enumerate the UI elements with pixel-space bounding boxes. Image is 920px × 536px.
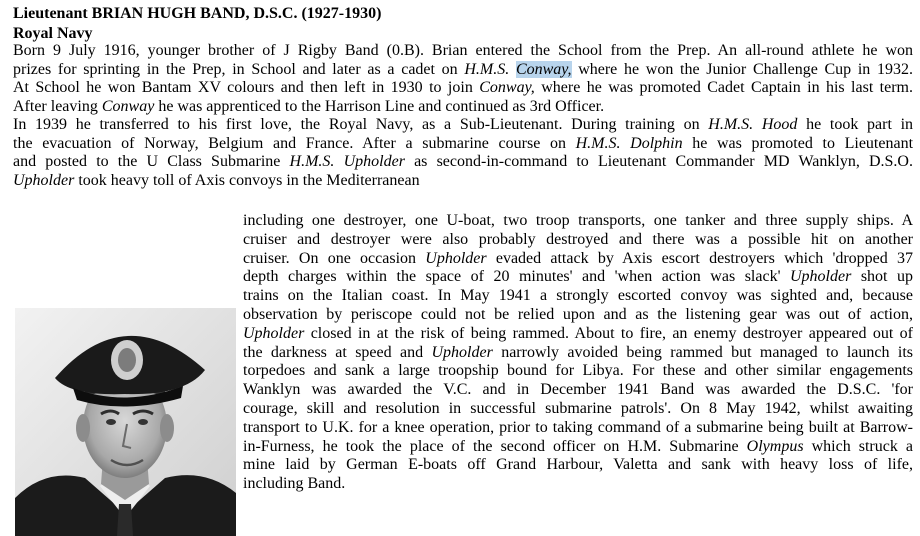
text-line — [243, 419, 913, 438]
text-line — [13, 61, 913, 80]
text-line — [243, 456, 913, 475]
text-line — [243, 250, 913, 269]
text-line — [13, 42, 913, 61]
text-run: Wanklyn was awarded the V.C. and in December 1941 Band was awarded the D.S.C. 'for — [243, 381, 913, 399]
text-line — [243, 344, 913, 363]
text-run — [509, 61, 516, 78]
text-run: in-Furness, he took the place of the second officer on H.M. Submarine — [243, 437, 747, 455]
ship-name: H.M.S. — [464, 60, 510, 78]
text-run: torpedoes and sank a large troopship bound for Libya. For these and other similar engagements — [243, 362, 913, 380]
text-run: he was apprenticed to the Harrison Line and continued as 3rd Officer. — [154, 97, 605, 115]
text-run: At School he won Bantam XV colours and then left in 1930 to join — [13, 79, 480, 96]
text-line — [243, 306, 913, 325]
text-line — [243, 438, 913, 457]
text-run: prizes for sprinting in the Prep, in School and later as a cadet on — [13, 60, 465, 78]
ship-name: H.M.S. Hood — [708, 116, 798, 133]
ship-name: Conway, — [515, 60, 572, 78]
text-line — [13, 135, 913, 154]
text-line — [243, 231, 913, 250]
text-line — [243, 268, 913, 287]
text-run: Born 9 July 1916, younger brother of J Rigby Band (0.B). Brian entered the School from the Prep. An all-round athlete he won — [13, 42, 913, 59]
page-title: Lieutenant BRIAN HUGH BAND, D.S.C. (1927-1930) — [13, 5, 382, 22]
text-run: where he was promoted Cadet Captain in his last term. — [534, 79, 913, 96]
text-run: closed in at the risk of being rammed. About to fire, an enemy destroyer appeared out of — [304, 324, 913, 342]
ship-name: Upholder — [789, 268, 852, 286]
text-run: observation by periscope could not be relied upon and as the listening gear was out of action, — [243, 305, 913, 323]
text-run: shot up — [851, 268, 914, 286]
text-line — [243, 287, 913, 306]
text-run: In 1939 he transferred to his first love, the Royal Navy, as a Sub-Lieutenant. During training on — [13, 116, 709, 133]
ship-name: Upholder — [243, 324, 305, 342]
text-run: courage, skill and resolution in successful submarine patrols'. On 8 May 1942, whilst awaiting — [243, 399, 913, 417]
text-line — [13, 116, 913, 135]
text-run: he was promoted to Lieutenant — [682, 134, 914, 152]
ship-name: Conway — [101, 97, 155, 115]
text-line — [13, 153, 913, 172]
service-subtitle: Royal Navy — [13, 25, 93, 42]
text-run: After leaving — [13, 97, 102, 115]
text-run: including one destroyer, one U-boat, two troop transports, one tanker and three supply ships. A — [243, 212, 913, 229]
ship-name: Upholder — [431, 343, 493, 361]
text-run: evaded attack by Axis escort destroyers which 'dropped 37 — [486, 249, 914, 267]
text-run: and posted to the U Class Submarine — [13, 153, 290, 170]
text-line — [13, 98, 913, 117]
text-run: the darkness at speed and — [243, 343, 432, 361]
text-run: took heavy toll of Axis convoys in the Mediterranean — [74, 171, 420, 189]
text-run: mine laid by German E-boats off Grand Harbour, Valetta and sank with heavy loss of life, — [243, 456, 913, 474]
text-run: trains on the Italian coast. In May 1941 a strongly escorted convoy was sighted and, because — [243, 287, 913, 305]
ship-name: Upholder — [425, 249, 487, 267]
officer-portrait-image — [15, 308, 236, 536]
text-line — [13, 172, 913, 191]
ship-name: H.M.S. Dolphin — [575, 134, 683, 152]
text-run: as second-in-command to Lieutenant Commander MD Wanklyn, D.S.O. — [404, 153, 913, 170]
text-line — [243, 381, 913, 400]
ship-name: Conway, — [479, 79, 535, 96]
text-line — [243, 400, 913, 419]
ship-name: H.M.S. Upholder — [289, 153, 405, 170]
text-run: transport to U.K. for a knee operation, prior to taking command of a submarine being built at Barrow- — [243, 418, 913, 436]
intro-paragraphs — [13, 42, 913, 190]
text-run: narrowly avoided being rammed but managed to launch its — [492, 343, 914, 361]
text-line — [243, 325, 913, 344]
text-run: depth charges within the space of 20 minutes' and 'when action was slack' — [243, 268, 790, 286]
text-line — [243, 212, 913, 231]
text-run: cruiser. On one occasion — [243, 249, 426, 267]
ship-name: Olympus — [746, 437, 804, 455]
text-run: where he won the Junior Challenge Cup in 1932. — [571, 60, 913, 78]
text-run: which struck a — [803, 437, 913, 455]
text-run: including Band. — [243, 475, 346, 493]
text-run: the evacuation of Norway, Belgium and France. After a submarine course on — [13, 134, 576, 152]
text-run: he took part in — [797, 116, 914, 133]
ship-name: Upholder — [13, 171, 75, 189]
text-run: cruiser and destroyer were also probably destroyed and there was a possible hit on another — [243, 230, 913, 248]
text-line — [243, 362, 913, 381]
portrait-photo — [15, 308, 236, 536]
career-paragraph — [243, 212, 913, 494]
text-line — [13, 79, 913, 98]
text-line — [243, 475, 913, 494]
